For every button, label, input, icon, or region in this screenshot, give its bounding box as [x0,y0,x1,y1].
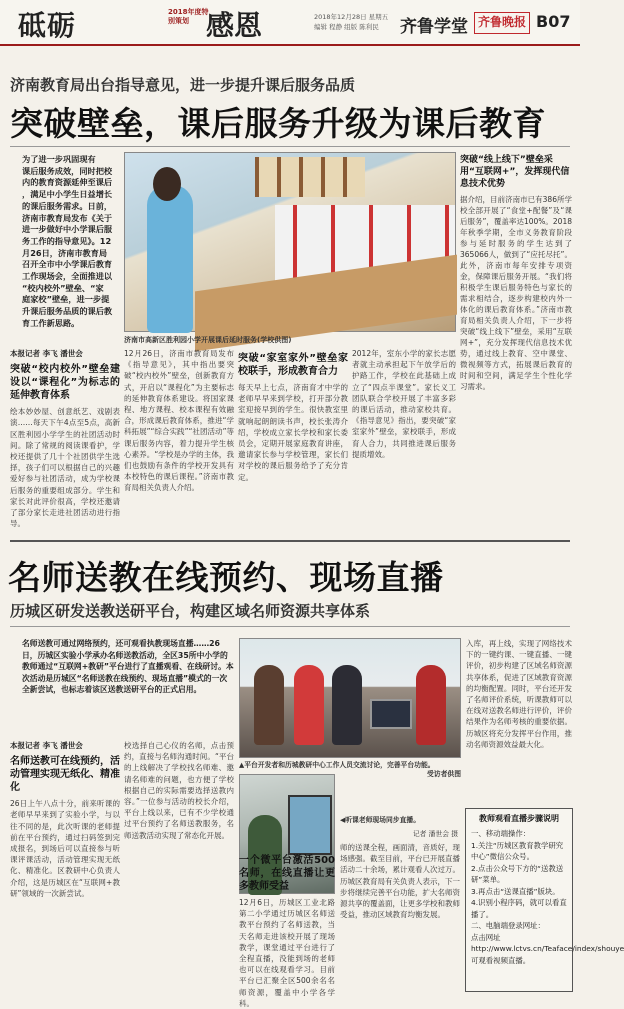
photo-shelf [255,157,365,197]
story2-kicker: 历城区研发送教送研平台，构建区域名师资源共享体系 [10,602,371,620]
story1-col1-body: 绘本妙妙屋、创意纸艺、戏剧表演……每天下午4点至5点，高新区胜利园小学学生的社团活动时间。除了常规的阅读课看护，学校还提供了几十个社团供学生选择，孩子们可以根据自己的兴趣爱好参与社团活动，成为学校课后服务的重要组成部分。学生和家长对此评价很高，学校还邀请了部分家长走进社团活动进行指导。 [10,407,120,529]
story1-col3 [238,348,348,508]
story2-col2-body: 校选择自己心仪的名师，点击预约，直接与名师沟通时间。“平台的上线解决了学校找名师难、邀请名师难的问题，也方便了学校根据自己的实际需要选择送教内容。”一位参与活动的校长介绍，平台上线以来，已有不少学校通过平台预约了名师送教服务，名师送教活动实现了常态化开展。 [124,741,234,840]
story1-subhead1: 突破“校内校外”壁垒建设以“课程化”为标志的延伸教育体系 [10,364,120,402]
lead-line: 庭家校”壁垒，进一步提 [22,294,110,305]
divider [10,146,570,147]
story2-col1-body: 26日上午八点十分，前来听课的老师早早来到了实验小学，与以往不同的是，此次听课的老师提前在平台预约，通过扫码签到完成报名，到场后可以直接参与听课评课活动，活动管理实现无纸化、精准化。区教研中心负责人介绍，这是历城区在“互联网+教研”领域的一次新尝试。 [10,799,120,898]
photo-teacher [147,185,193,333]
story2-photo3-caption: ◀听课老师现场同步直播。 [340,816,420,824]
story1-byline: 本报记者 李飞 潘世会 [10,349,83,358]
live-steps-line: 二、电脑端登录网址： [471,921,545,930]
story2-photo3-credit: 记者 潘世会 摄 [412,830,458,838]
live-steps-line: 1.关注“历城区教育教学研究中心”微信公众号。 [471,840,564,861]
live-steps-line: 3.再点击“送课直播”版块。 [471,886,560,896]
story2-right-body: 入库，再上线，实现了网络技术下的一键约课、一键直播、一键评价，初步构建了区域名师资源共享体系，促进了区域教育资源的均衡配置。同时，平台还开发了名师评价系统，听课教师可以在线对送教名师进行评价，评价结果作为名师考核的重要依据。历城区将充分发挥平台作用，推动名师资源效益最大化。 [466,639,572,749]
series-title-a: 砥砺 [18,9,77,42]
story1-kicker: 济南教育局出台指导意见，进一步提升课后服务品质 [10,76,356,94]
story2-headline: 名师送教在线预约、现场直播 [8,558,444,597]
story1-headline: 突破壁垒，课后服务升级为课后教育 [10,104,546,143]
live-steps-list [471,828,624,966]
issue-meta [314,12,404,32]
story1-right-body: 据介绍，目前济南市已有386所学校全部开展了“食堂+配餐”及“课后服务”，覆盖率达100%。2018年秋季学期，全市义务教育阶段参与延时服务的学生达到了365066人，做到了“应托尽托”。此外，济南市每年安排专项资金，保障课后服务开展。“我们将积极学生课后服务特色与家长的需求相结合，逐步构建校内外一体化的课后教育体系。”济南市教育局相关负责人介绍，下一步将突破“线上线下”壁垒，采用“互联网+”，充分发挥现代信息技术优势，通过线上教育、空中课堂、微视频等方式，拓展课后教育的时间和空间，满足学生个性化学习需求。 [460,195,572,391]
live-steps-line: 2.点击公众号下方的“送教送研”菜单。 [471,863,564,884]
lead-line: 月26日，济南市教育局 [22,247,108,258]
story2-col3-body: 12月6日，历城区工业北路第二小学通过历城区名师送教平台预约了名师送教，当天名师走进该校开展了现场教学，课堂通过平台进行了全程直播，没能到场的老师也可以在线观看学习。目前平台已汇聚全区500余名名师资源，覆盖中小学各学科。 [239,898,335,1008]
photo-person [294,665,324,745]
section-title: 齐鲁学堂 [400,17,468,37]
story2-subhead1: 名师送教可在线预约，活动管理实现无纸化、精准化 [10,756,120,794]
story1-col4-body: 2012年，室东小学的家长志愿者就主动承担起下午放学后的护路工作，学校在此基础上成立了“四点半课堂”。家长义工团队联合学校开展了丰富多彩的课后活动，推动家校共育。《指导意见》指出，要突破“家室家外”壁垒，家校联手，形成育人合力，共同推进课后服务提质增效。 [352,349,456,459]
lead-line: 务工作的指导意见》。12 [22,235,112,246]
story2-col1 [10,740,120,992]
story2-right-column [466,638,572,804]
story1-col2 [124,348,234,508]
story1-col4 [352,348,456,508]
photo-person [254,665,284,745]
story2-byline: 本报记者 李飞 潘世会 [10,741,83,750]
lead-line: 课后服务成效，同时把校 [22,165,113,176]
story2-lead: 名师送教可通过网络预约，还可观看执教现场直播……26日，历城区实验小学承办名师送教活动，全区35所中小学的教师通过“互联网+教研”平台进行了直播观看、在线研讨。本次活动是历城区“名师送教在线预约、现场直播”模式的一次全新尝试，也标志着该区送教送研平台的正式启用。 [22,639,234,694]
photo-teacher-head [153,167,181,201]
year-note: 2018年度特别策划 [168,8,209,25]
story1-col3-body: 每天早上七点，济南育才中学的老师早早来到学校，打开部分教室迎接早到的学生。很快教室里就响起朗朗读书声，校长张涛介绍，学校成立家长学校和家长委员会，定期开展家庭教育讲座，邀请家长参与学校管理，家长们对学校的课后服务给予了充分肯定。 [238,383,348,482]
lead-line: 为了进一步巩固现有 [22,154,96,164]
story1-col1 [10,348,120,529]
page-number: B07 [536,12,571,31]
live-steps-line: 一、移动端操作： [471,829,531,838]
lead-line: “校内校外”壁垒、“家 [22,282,104,293]
section-divider [10,540,570,542]
story2-photo-caption-text: ▲平台开发者和历城教研中心工作人员交流讨论，完善平台功能。 [239,761,435,769]
lead-line: 内的教育资源延伸至课后 [22,177,113,188]
series-title-b: 感恩 [206,9,263,42]
lead-line: 进一步做好中小学课后服 [22,224,113,235]
issue-editors: 编辑 程静 组版 陈利民 [314,23,379,31]
story1-photo-caption: 济南市高新区胜利园小学开展课后延时服务(学校供图) [124,336,292,344]
photo-laptop [370,699,412,729]
photo-person [416,665,446,745]
divider [10,626,570,627]
lead-line: 的课后服务需求。日前， [22,200,113,211]
story1-subhead2: 突破“家室家外”壁垒家校联手，形成教育合力 [238,353,348,377]
live-steps-title: 教师观看直播步骤说明 [479,814,559,823]
story2-col4-body: 师的送课全程，画面清，音质好，现场感强。截至目前，平台已开展直播活动二十余场，累计观看人次过万。历城区教育局有关负责人表示，下一步将继续完善平台功能，扩大名师资源共享的覆盖面，让更多学校和教师受益，推动区域教育均衡发展。 [340,843,460,920]
photo-screen [288,795,332,855]
story2-photo [239,638,461,758]
issue-date: 2018年12月28日 星期五 [314,13,389,21]
story1-right-subhead: 突破“线上线下”壁垒采用“互联网+”，发挥现代信息技术优势 [460,155,570,189]
story1-right-column [460,154,572,526]
lead-line: 育工作新思路。 [22,317,80,328]
lead-line: 工作现场会，全面推进以 [22,271,113,282]
photo-person [332,665,362,745]
lead-line: 济南市教育局发布《关于 [22,212,113,223]
live-steps-box [465,808,624,992]
story2-col2 [124,740,234,992]
live-steps-line: 点击网址 [471,932,501,942]
story2-col3 [239,850,335,1008]
lead-line: 召开全市中小学课后教育 [22,259,113,270]
lead-line: ，满足中小学生日益增长 [22,189,113,200]
live-steps-line[interactable]: http://www.lctvs.cn/Teaface/index/shouye可观看视频直播。 [471,944,624,965]
masthead [0,0,580,46]
story1-col2-body: 12月26日，济南市教育局发布《指导意见》，其中指出要突破“校内校外”壁垒，创新教育方式，开启以“课程化”为主要标志的延伸教育体系建设。将国家课程、地方课程、校本课程有效融合，形成课后教育体系，推进“学科拓展”“综合实践”“社团活动”等课后服务内容，着力提升学生核心素养。“学校是办学的主体，我们也鼓励有条件的学校开发具有本校特色的课后课程。”济南市教育局相关负责人介绍。 [124,349,234,493]
story2-photo-credit: 受访者供图 [427,770,461,778]
story1-photo [124,152,456,332]
paper-logo: 齐鲁晚报 [474,12,530,34]
story1-lead [22,154,122,330]
story2-subhead2: 一个微平台激活500名师，在线直播让更多教师受益 [239,855,335,892]
story2-col4 [340,842,460,992]
live-steps-line: 4.识别小程序码，就可以看直播了。 [471,898,567,919]
lead-line: 升课后服务品质的课后教 [22,306,113,317]
